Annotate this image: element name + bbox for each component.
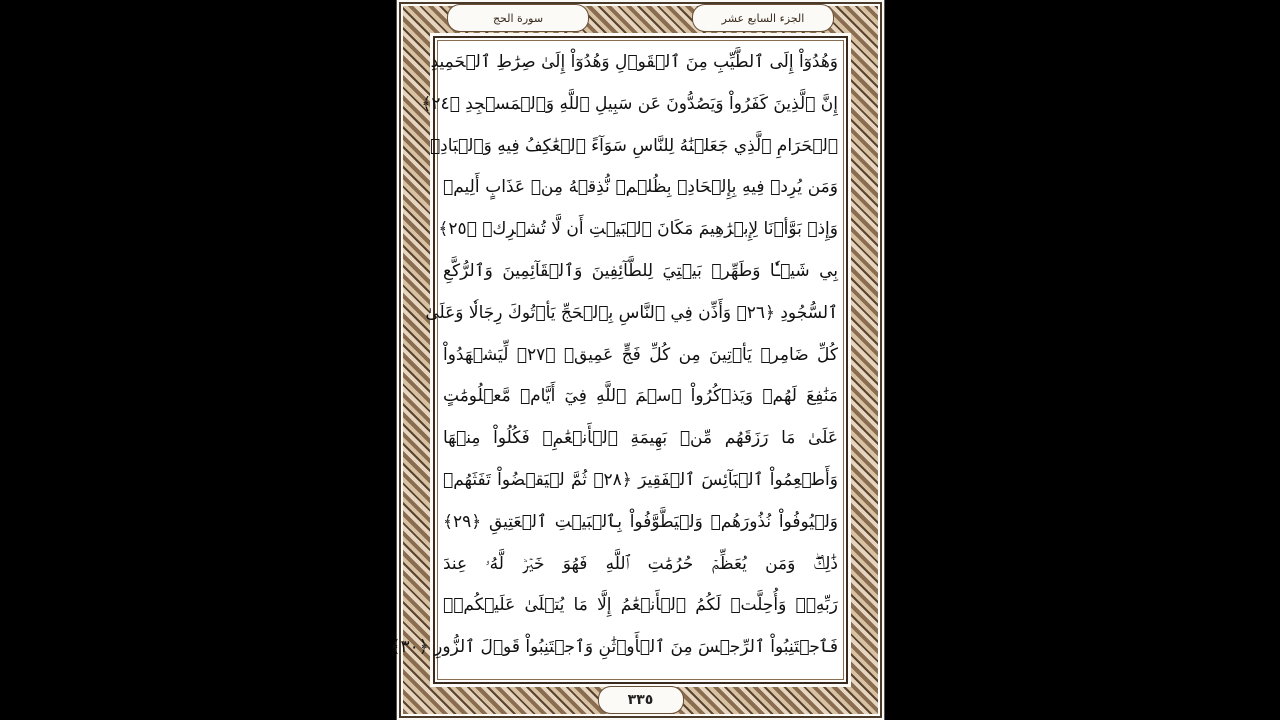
text-line: ٱلسُّجُودِ ﴿٢٦﴾ وَأَذِّن فِي ٱلنَّاسِ بِٱلۡحَجِّ يَأۡتُوكَ رِجَالٗا وَعَلَىٰ bbox=[425, 302, 838, 323]
text-line: وَهُدُوٓاْ إِلَى ٱلطَّيِّبِ مِنَ ٱلۡقَوۡلِ وَهُدُوٓاْ إِلَىٰ صِرَٰطِ ٱلۡحَمِيدِ bbox=[430, 52, 838, 72]
text-line: وَلۡيُوفُواْ نُذُورَهُمۡ وَلۡيَطَّوَّفُواْ بِٱلۡبَيۡتِ ٱلۡعَتِيقِ ﴿٢٩﴾ bbox=[443, 511, 838, 532]
text-line: وَإِذۡ بَوَّأۡنَا لِإِبۡرَٰهِيمَ مَكَانَ ٱلۡبَيۡتِ أَن لَّا تُشۡرِكۡ ﴿٢٥﴾ bbox=[438, 219, 838, 240]
text-line: مَنَٰفِعَ لَهُمۡ وَيَذۡكُرُواْ ٱسۡمَ ٱللَّهِ فِيٓ أَيَّامٖ مَّعۡلُومَٰتٍ bbox=[443, 386, 838, 407]
text-line: ٱلۡحَرَامِ ٱلَّذِي جَعَلۡنَٰهُ لِلنَّاسِ سَوَآءً ٱلۡعَٰكِفُ فِيهِ وَٱلۡبَادِۚ bbox=[429, 135, 838, 156]
surah-name-header: سورة الحج bbox=[447, 4, 589, 32]
text-line: وَمَن يُرِدۡ فِيهِ بِإِلۡحَادِۭ بِظُلۡمٖ نُّذِقۡهُ مِنۡ عَذَابٍ أَلِيمٖ bbox=[443, 177, 838, 198]
text-line: عَلَىٰ مَا رَزَقَهُم مِّنۢ بَهِيمَةِ ٱلۡأَنۡعَٰمِۖ فَكُلُواْ مِنۡهَا bbox=[443, 428, 838, 449]
quran-text-block bbox=[390, 42, 842, 678]
text-line: بِي شَيۡـٔٗا وَطَهِّرۡ بَيۡتِيَ لِلطَّآئِفِينَ وَٱلۡقَآئِمِينَ وَٱلرُّكَّعِ bbox=[443, 260, 838, 281]
page-number: ٣٣٥ bbox=[598, 686, 684, 714]
text-line: رَبِّهِۦۗ وَأُحِلَّتۡ لَكُمُ ٱلۡأَنۡعَٰمُ إِلَّا مَا يُتۡلَىٰ عَلَيۡكُمۡۖ bbox=[443, 595, 838, 616]
text-line: إِنَّ ٱلَّذِينَ كَفَرُواْ وَيَصُدُّونَ عَن سَبِيلِ ٱللَّهِ وَٱلۡمَسۡجِدِ ﴿٢٤﴾ bbox=[421, 93, 838, 114]
text-line: كُلِّ ضَامِرٖ يَأۡتِينَ مِن كُلِّ فَجٍّ عَمِيقٖ ﴿٢٧﴾ لِّيَشۡهَدُواْ bbox=[443, 344, 838, 365]
text-line: فَٱجۡتَنِبُواْ ٱلرِّجۡسَ مِنَ ٱلۡأَوۡثَٰنِ وَٱجۡتَنِبُواْ قَوۡلَ ٱلزُّورِ ﴿٣٠﴾ bbox=[390, 637, 838, 658]
text-line: ذَٰلِكَۖ وَمَن يُعَظِّمۡ حُرُمَٰتِ ٱللَّهِ فَهُوَ خَيۡرٞ لَّهُۥ عِندَ bbox=[443, 553, 838, 574]
mushaf-page bbox=[390, 0, 885, 720]
text-line: وَأَطۡعِمُواْ ٱلۡبَآئِسَ ٱلۡفَقِيرَ ﴿٢٨﴾ ثُمَّ لۡيَقۡضُواْ تَفَثَهُمۡ bbox=[443, 469, 838, 490]
juz-name-header: الجزء السابع عشر bbox=[692, 4, 834, 32]
